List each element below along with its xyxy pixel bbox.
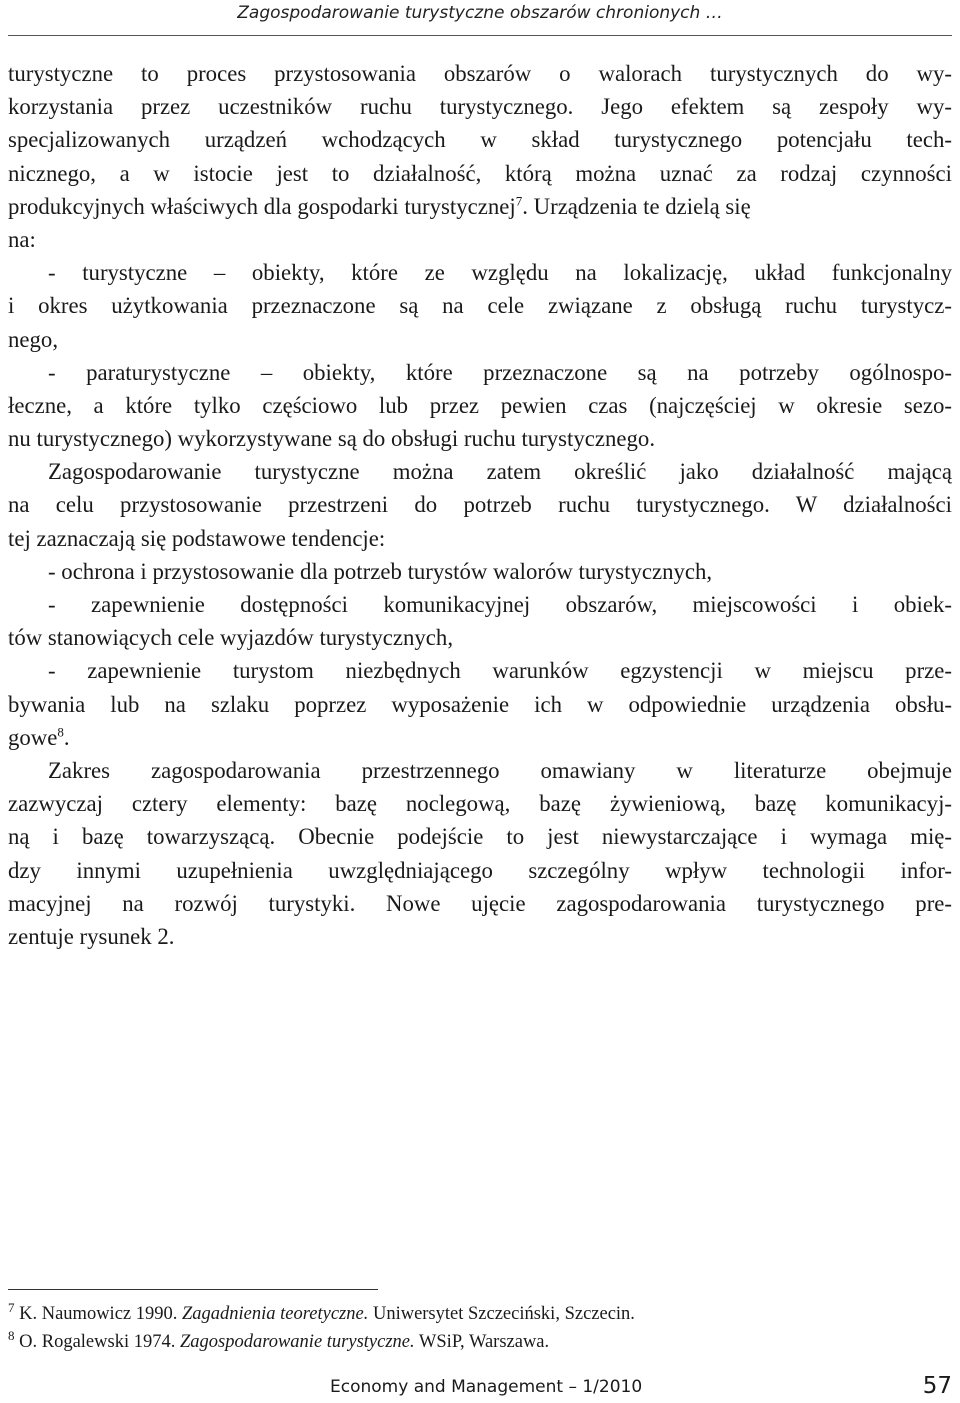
- text-span: .: [63, 724, 70, 750]
- text-line: tej zaznaczają się podstawowe tendencje:: [8, 525, 386, 551]
- footnotes: [8, 1300, 952, 1356]
- list-item-line: - ochrona i przystosowanie dla potrzeb turystów walorów turystycznych,: [48, 558, 713, 584]
- text-span: produkcyjnych właściwych dla gospodarki turystycznej: [8, 193, 516, 219]
- page-number: 57: [922, 1373, 952, 1399]
- text-line: [8, 721, 952, 754]
- text-line: [8, 190, 952, 223]
- text-line: zazwyczaj cztery elementy: bazę noclegową, bazę żywieniową, bazę komunikacyj-: [8, 791, 952, 817]
- text-line: specjalizowanych urządzeń wchodzących w skład turystycznego potencjału tech-: [8, 127, 952, 153]
- text-line: macyjnej na rozwój turystyki. Nowe ujęcie zagospodarowania turystycznego pre-: [8, 890, 952, 916]
- text-line: nego,: [8, 326, 59, 352]
- list-item-line: - zapewnienie dostępności komunikacyjnej obszarów, miejscowości i obiek-: [48, 592, 952, 617]
- footnote-title: Zagospodarowanie turystyczne.: [179, 1332, 415, 1352]
- paragraph-start-line: Zakres zagospodarowania przestrzennego omawiany w literaturze obejmuje: [48, 757, 952, 783]
- list-item-line: - turystyczne – obiekty, które ze względu na lokalizację, układ funkcjonalny: [48, 260, 952, 286]
- text-line: i okres użytkowania przeznaczone są na cele związane z obsługą ruchu turystycz-: [8, 293, 952, 319]
- body-text: [8, 57, 952, 953]
- footnote-ref-7: 7: [515, 193, 523, 209]
- footnote-publisher: WSiP, Warszawa.: [414, 1332, 550, 1352]
- header-rule: [8, 35, 952, 36]
- footnote-7: [8, 1300, 952, 1328]
- text-line: dzy innymi uzupełnienia uwzględniającego szczególny wpływ technologii infor-: [8, 857, 952, 883]
- text-line: na:: [8, 226, 36, 252]
- text-span: gowe: [8, 724, 58, 750]
- running-header: [0, 0, 960, 34]
- list-item-line: - zapewnienie turystom niezbędnych warunków egzystencji w miejscu prze-: [48, 658, 952, 684]
- text-line: korzystania przez uczestników ruchu turystycznego. Jego efektem są zespoły wy-: [8, 94, 952, 120]
- text-line: zentuje rysunek 2.: [8, 923, 175, 949]
- footnote-marker: 8: [8, 1327, 15, 1343]
- journal-name: Economy and Management – 1/2010: [330, 1377, 643, 1397]
- text-line: bywania lub na szlaku poprzez wyposażenie ich w odpowiednie urządzenia obsłu-: [8, 691, 952, 717]
- text-line: na celu przystosowanie przestrzeni do potrzeb ruchu turystycznego. W działalności: [8, 492, 952, 518]
- text-line: tów stanowiących cele wyjazdów turystycznych,: [8, 625, 454, 651]
- footnote-author: K. Naumowicz 1990.: [19, 1304, 182, 1324]
- footnote-title: Zagadnienia teoretyczne.: [182, 1304, 369, 1324]
- list-item-line: - paraturystyczne – obiekty, które przeznaczone są na potrzeby ogólnospo-: [48, 359, 952, 385]
- running-title: Zagospodarowanie turystyczne obszarów chronionych …: [237, 3, 723, 23]
- text-line: turystyczne to proces przystosowania obszarów o walorach turystycznych do wy-: [8, 61, 952, 86]
- text-line: łeczne, a które tylko częściowo lub przez pewien czas (najczęściej w okresie sezo-: [8, 392, 952, 418]
- footnote-author: O. Rogalewski 1974.: [19, 1332, 180, 1352]
- text-span: . Urządzenia te dzielą się: [522, 193, 751, 219]
- paragraph-start-line: Zagospodarowanie turystyczne można zatem określić jako działalność mającą: [48, 459, 952, 485]
- text-line: nu turystycznego) wykorzystywane są do obsługi ruchu turystycznego.: [8, 426, 656, 452]
- footnote-marker: 7: [8, 1299, 15, 1315]
- text-line: nicznego, a w istocie jest to działalność, którą można uznać za rodzaj czynności: [8, 160, 952, 186]
- footnote-ref-8: 8: [57, 724, 64, 740]
- footnote-publisher: Uniwersytet Szczeciński, Szczecin.: [368, 1304, 635, 1324]
- footnote-separator: [8, 1289, 378, 1290]
- page-footer: [330, 1373, 952, 1403]
- text-line: ną i bazę towarzyszącą. Obecnie podejście to jest niewystarczające i wymaga mię-: [8, 824, 952, 850]
- footnote-8: [8, 1328, 952, 1356]
